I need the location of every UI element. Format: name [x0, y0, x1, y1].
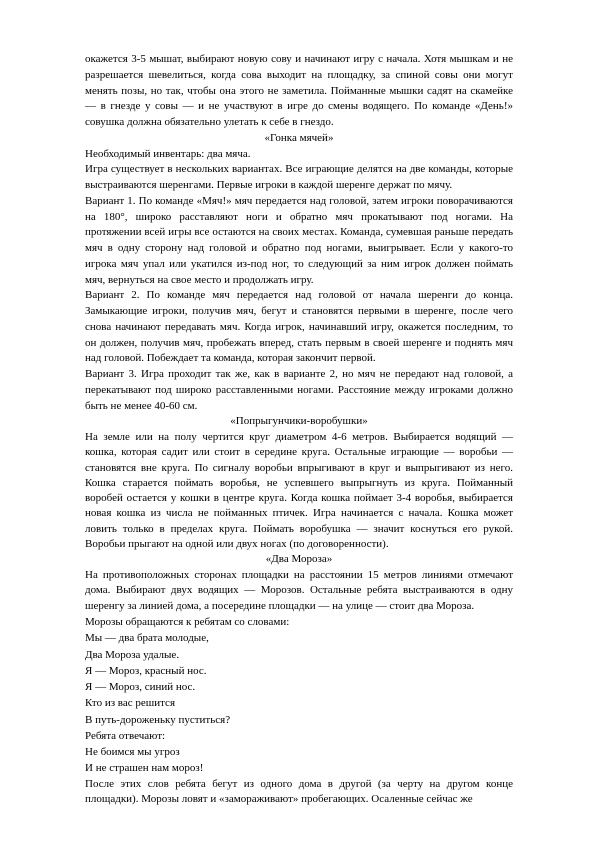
poem-line: Мы — два брата молодые,	[85, 632, 209, 645]
heading-vorobushki: «Попрыгунчики-воробушки»	[230, 415, 368, 428]
paragraph-dva-moroza: На противоположных сторонах площадки на расстоянии 15 метров линиями отмечают дома. Выбирают двух водящих — Морозов. Остальные ребята выстраиваются в одну шеренгу за линией дома, а посередине площадки — на улице — стоит два Мороза.	[85, 569, 513, 612]
paragraph-final: После этих слов ребята бегут из одного дома в другой (за черту на другом конце площадки). Морозы ловят и «замораживают» пробегающих. Осаленные сейчас же	[85, 777, 513, 805]
paragraph-intro: окажется 3-5 мышат, выбирают новую сову и начинают игру с начала. Хотя мышкам и не разрешается шевелиться, когда сова выходит на площадку, за спиной совы они могут менять позы, но так, чтобы она этого не заметила. Пойманные мышки садят на скамейке — в гнезде у совы — и не участвуют в игре до смены водящего. По команде «День!» совушка должна обязательно улетать к себе в гнездо.	[85, 53, 513, 128]
poem-line: Два Мороза удалые.	[85, 648, 180, 661]
paragraph-variant-2: Вариант 2. По команде мяч передается над головой от начала шеренги до конца. Замыкающие игроки, получив мяч, бегут и становятся первыми в шеренге, после чего снова начинают передавать мяч. Когда игрок, начинавший игру, окажется последним, то он должен, получив мяч, пробежать вперед, стать первым в своей шеренге и поднять мяч над головой. Побеждает та команда, которая закончит первой.	[85, 289, 513, 365]
poem-line: И не страшен нам мороз!	[85, 762, 204, 775]
paragraph-game-description: Игра существует в нескольких вариантах. Все играющие делятся на две команды, которые выстраиваются шеренгами. Первые игроки в каждой шеренге держат по мячу.	[85, 163, 513, 191]
paragraph-inventory: Необходимый инвентарь: два мяча.	[85, 147, 251, 160]
poem-line: Морозы обращаются к ребятам со словами:	[85, 616, 290, 629]
poem-line: Я — Мороз, синий нос.	[85, 681, 196, 694]
document-body	[85, 52, 513, 807]
paragraph-variant-1: Вариант 1. По команде «Мяч!» мяч передается над головой, затем игроки поворачиваются на 180°, широко расставляют ноги и обратно мяч прокатывают под ногами. На протяжении всей игры все остаются на своих местах. Команда, сумевшая раньше передать мяч в одну сторону над головой и обратно под ногами, выигрывает. Если у какого-то игрока мяч упал или укатился из-под ног, то следующий за ним игрок должен поймать мяч, вернуться на свое место и продолжать игру.	[85, 194, 513, 286]
poem-line: Не боимся мы угроз	[85, 746, 180, 759]
paragraph-variant-3: Вариант 3. Игра проходит так же, как в варианте 2, но мяч не передают над головой, а перекатывают под широко расставленными ногами. Расстояние между игроками должно быть не менее 40-60 см.	[85, 368, 513, 412]
poem-line: Ребята отвечают:	[85, 729, 166, 742]
poem-line: Кто из вас решится	[85, 697, 175, 710]
heading-dva-moroza: «Два Мороза»	[265, 553, 333, 566]
paragraph-vorobushki: На земле или на полу чертится круг диаметром 4-6 метров. Выбирается водящий — кошка, которая садит или стоит в середине круга. Остальные играющие — воробьи — становятся вне круга. По сигналу воробьи впрыгивают в круг и выпрыгивают из него. Кошка старается поймать воробья, не успевшего выпрыгнуть из круга. Пойманный воробей остается у кошки в центре круга. Когда кошка поймает 3-4 воробья, выбирается новая кошка из числа не пойманных птичек. Игра начинается с начала. Кошка может ловить только в пределах круга. Поймать воробушка — значит коснуться его рукой. Воробьи прыгают на одной или двух ногах (по договоренности).	[85, 431, 513, 551]
poem-block	[85, 614, 513, 777]
poem-line: Я — Мороз, красный нос.	[85, 664, 207, 677]
poem-line: В путь-дороженьку пуститься?	[85, 713, 231, 726]
heading-gonka-myachey: «Гонка мячей»	[264, 131, 334, 144]
